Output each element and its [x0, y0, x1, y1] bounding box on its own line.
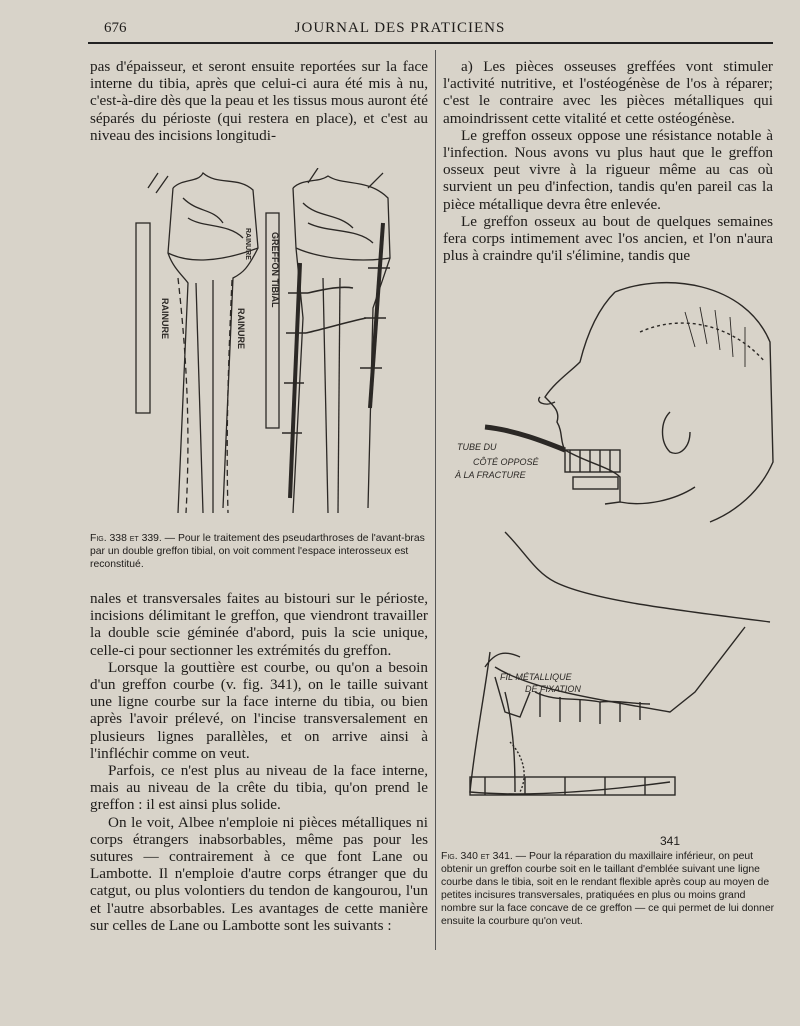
- figure-338-339: [128, 168, 418, 520]
- paragraph: a) Les pièces osseuses greffées vont stimuler l'activité nutritive, et l'ostéogénèse de l'os à réparer; c'est le contraire avec les pièces métalliques qui amoindrissent cette vitalité et cette ostéogénèse.: [443, 58, 773, 127]
- label-cote-oppose: CÔTÉ OPPOSÉ: [473, 457, 539, 467]
- caption-text: — Pour le traitement des pseudarthroses de l'avant-bras par un double greffon tibial, on voit comment l'espace interosseux est reconstitué.: [90, 533, 425, 570]
- label-rainure-center: RAINURE: [236, 308, 246, 350]
- caption-lead: Fig. 338 et 339.: [90, 533, 162, 544]
- left-column-top: [90, 58, 428, 144]
- label-rainure-left: RAINURE: [160, 298, 170, 340]
- label-de-fixation: DE FIXATION: [525, 684, 581, 694]
- caption-lead: Fig. 340 et 341.: [441, 851, 513, 862]
- caption-340-341: [441, 850, 775, 928]
- label-greffon-tibial: GREFFON TIBIAL: [270, 232, 280, 308]
- figure-number: 341: [660, 834, 681, 848]
- label-tube-du: TUBE DU: [457, 442, 497, 452]
- paragraph: Le greffon osseux au bout de quelques semaines fera corps intimement avec l'os ancien, et l'on n'aura plus à craindre qu'il s'élimine, tandis que: [443, 212, 773, 265]
- figure-340-341: [445, 272, 777, 832]
- caption-text: — Pour la réparation du maxillaire inférieur, on peut obtenir un greffon courbe soit en le taillant d'emblée suivant une ligne courbe dans le tibia, soit en le rendant flexible après coup au moyen de petites incisures transversales, pratiquées en plus ou moins grand nombre sur la face concave de ce greffon — ce qui permet de lui donner ensuite la courbure qu'on veut.: [441, 851, 775, 927]
- header-rule: [88, 42, 773, 44]
- paragraph: On le voit, Albee n'emploie ni pièces métalliques ni corps étrangers inabsorbables, même pas pour les sutures — contrairement à ce que font Lane ou Lambotte. Il n'emploie d'autre corps étranger que du catgut, ou plus volontiers du tendon de kangourou, l'un et l'autre absorbables. Les avantages de cette manière sur celles de Lane ou Lambotte sont les suivants :: [90, 813, 428, 934]
- page-number: 676: [104, 20, 127, 36]
- paragraph: nales et transversales faites au bistouri sur le périoste, incisions délimitant le greffon, que viendront travailler la double scie géminée d'abord, puis la scie unique, celle-ci pour sectionner les extrémités du greffon.: [90, 590, 428, 659]
- paragraph: pas d'épaisseur, et seront ensuite reportées sur la face interne du tibia, après que celui-ci aura été mis à nu, c'est-à-dire dès que la peau et les tissus mous auront été séparés du périoste (qui restera en place), et c'est au niveau des incisions longitudi-: [90, 58, 428, 144]
- paragraph: Le greffon osseux oppose une résistance notable à l'infection. Nous avons vu plus haut que le greffon osseux peut vivre à la rigueur même au cas où survient un peu d'infection, tandis qu'en pareil cas la pièce métallique devra être enlevée.: [443, 126, 773, 213]
- paragraph: Parfois, ce n'est plus au niveau de la face interne, mais au niveau de la crête du tibia, qu'on prend le greffon : il est ainsi plus solide.: [90, 762, 428, 814]
- caption-338-339: [90, 532, 430, 571]
- journal-title: JOURNAL DES PRATICIENS: [294, 20, 506, 36]
- label-fil-metallique: FIL MÉTALLIQUE: [500, 672, 572, 682]
- right-column-top: [443, 58, 773, 264]
- paragraph: Lorsque la gouttière est courbe, ou qu'on a besoin d'un greffon courbe (v. fig. 341), on le taille suivant une ligne courbe sur la face interne du tibia, ou bien après l'avoir prélevé, on l'incise transversalement en plusieurs lignes parallèles, et on arrive ainsi à l'infléchir comme on veut.: [90, 658, 428, 762]
- label-rainure-right: RAINURE: [244, 228, 251, 260]
- page-header: [0, 14, 800, 42]
- column-divider: [435, 50, 436, 950]
- left-column-bottom: [90, 590, 428, 934]
- label-fracture: À LA FRACTURE: [455, 470, 526, 480]
